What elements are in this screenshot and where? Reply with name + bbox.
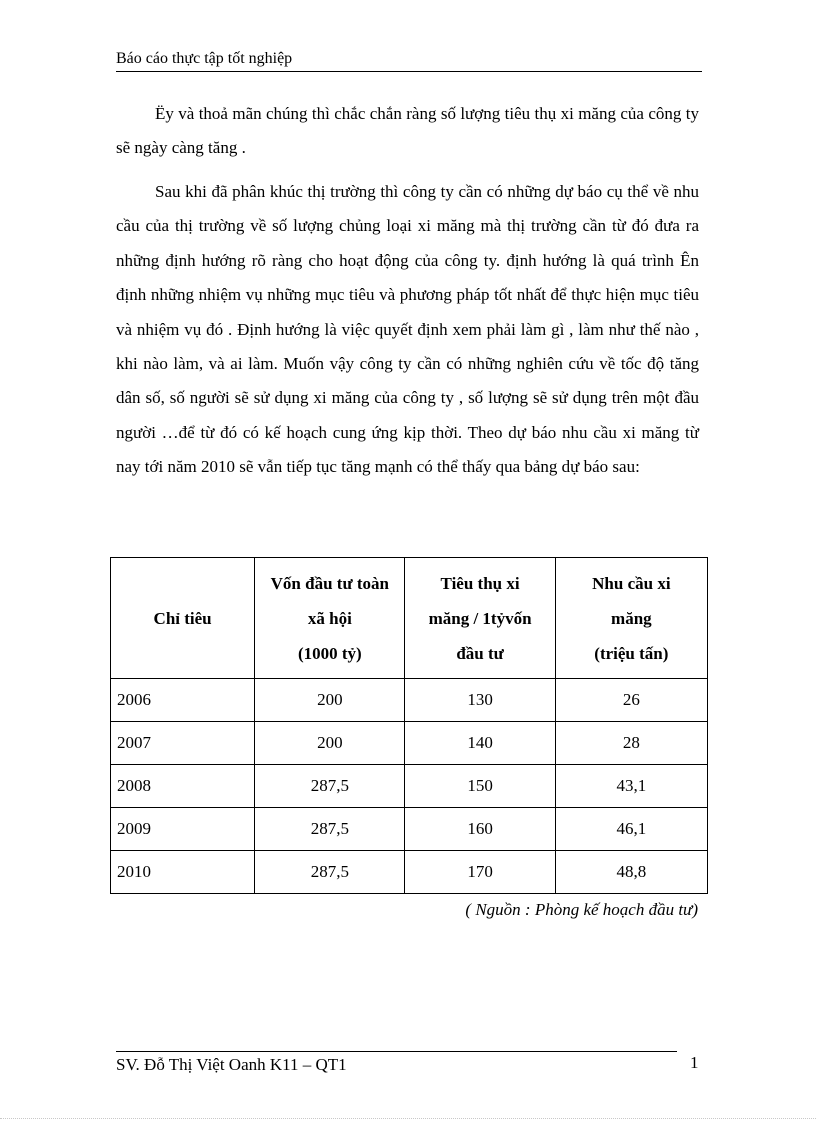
cell-investment: 287,5 [255, 851, 405, 894]
footer-divider [116, 1051, 677, 1052]
body-paragraph-1: Ëy và thoả mãn chúng thì chắc chắn ràng số lượng tiêu thụ xi măng của công ty sẽ ngày càng tăng . [116, 104, 699, 158]
cell-consumption: 160 [405, 808, 555, 851]
header-line: Tiêu thụ xi [440, 573, 520, 593]
cell-year: 2010 [111, 851, 255, 894]
cell-demand: 43,1 [555, 765, 707, 808]
cell-demand: 26 [555, 679, 707, 722]
header-line: măng / 1tỷvốn [428, 608, 532, 628]
cell-consumption: 150 [405, 765, 555, 808]
body-paragraph-2: Sau khi đã phân khúc thị trường thì công ty cần có những dự báo cụ thể về nhu cầu của thị trường về số lượng chủng loại xi măng mà thị trường cần từ đó đưa ra những định hướng rõ ràng cho hoạt động của công ty. định hướng là quá trình Ên định những nhiệm vụ những mục tiêu và phương pháp tốt nhất để thực hiện mục tiêu và nhiệm vụ đó . Định hướng là việc quyết định xem phải làm gì , làm như thế nào , khi nào làm, và ai làm. Muốn vậy công ty cần có những nghiên cứu về tốc độ tăng dân số, số người sẽ sử dụng xi măng của công ty , số lượng sẽ sử dụng trên một đầu người …để từ đó có kế hoạch cung ứng kịp thời. Theo dự báo nhu cầu xi măng từ nay tới năm 2010 sẽ vẫn tiếp tục tăng mạnh có thể thấy qua bảng dự báo sau: [116, 182, 699, 477]
header-line: măng [611, 608, 652, 628]
table-row [111, 851, 708, 894]
cell-demand: 28 [555, 722, 707, 765]
header-indicator [111, 558, 255, 679]
cell-investment: 200 [255, 679, 405, 722]
cell-year: 2007 [111, 722, 255, 765]
cell-consumption: 140 [405, 722, 555, 765]
cell-year: 2008 [111, 765, 255, 808]
footer-author: SV. Đỗ Thị Việt Oanh K11 – QT1 [116, 1055, 347, 1074]
header-line: (1000 tỷ) [297, 643, 362, 663]
header-line: đầu tư [456, 643, 504, 663]
cell-demand: 46,1 [555, 808, 707, 851]
page-bottom-edge [0, 1118, 816, 1119]
table-row [111, 808, 708, 851]
cell-investment: 200 [255, 722, 405, 765]
table-header-row [111, 558, 708, 679]
header-line: Vốn đầu tư toàn [270, 573, 390, 593]
header-social-investment [255, 558, 405, 679]
header-consumption-per-investment [405, 558, 555, 679]
cell-demand: 48,8 [555, 851, 707, 894]
table-row [111, 679, 708, 722]
header-divider [116, 71, 702, 72]
header-line: (triệu tấn) [594, 643, 669, 663]
page-number: 1 [690, 1053, 699, 1072]
cell-year: 2009 [111, 808, 255, 851]
table-row [111, 765, 708, 808]
table-source-note: ( Nguồn : Phòng kế hoạch đầu tư) [465, 900, 698, 919]
header-line: Chỉ tiêu [153, 608, 212, 628]
cell-consumption: 130 [405, 679, 555, 722]
table-row [111, 722, 708, 765]
cell-consumption: 170 [405, 851, 555, 894]
cell-investment: 287,5 [255, 765, 405, 808]
header-line: Nhu cầu xi [592, 573, 671, 593]
cement-demand-forecast-table [110, 557, 708, 894]
cell-investment: 287,5 [255, 808, 405, 851]
header-line: xã hội [307, 608, 352, 628]
header-cement-demand [555, 558, 707, 679]
page-header-title: Báo cáo thực tập tốt nghiệp [116, 50, 293, 67]
cell-year: 2006 [111, 679, 255, 722]
